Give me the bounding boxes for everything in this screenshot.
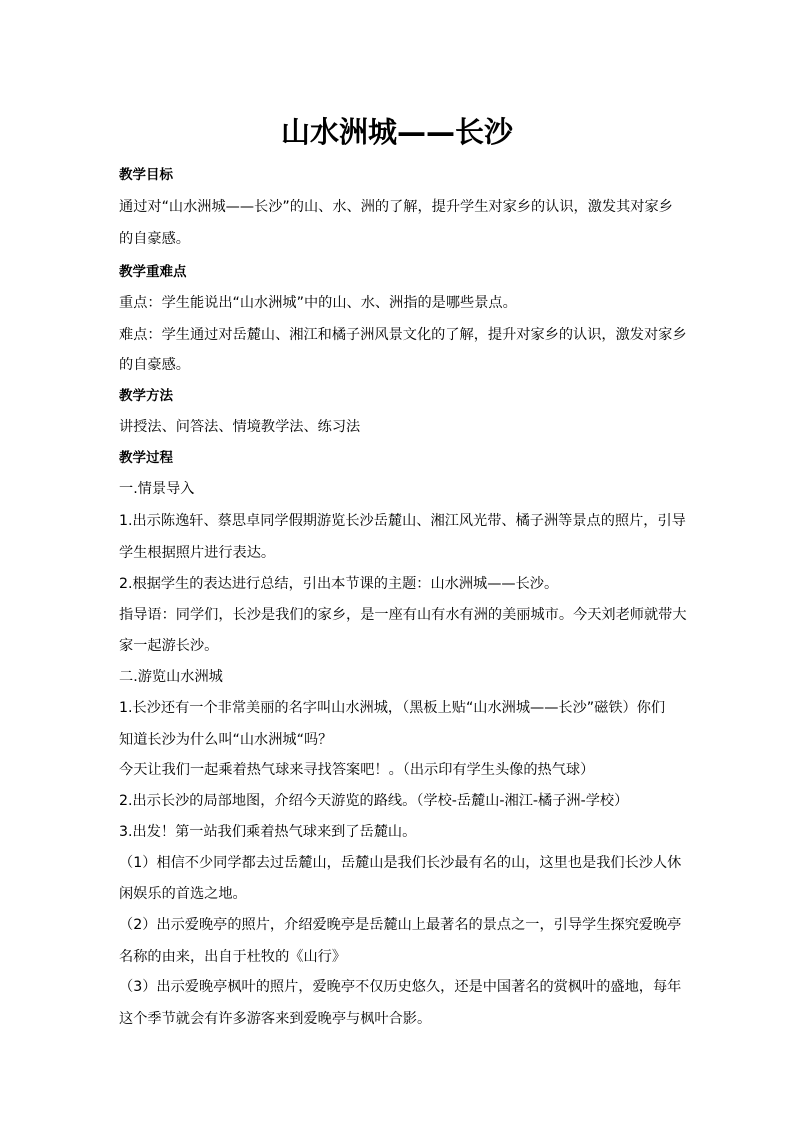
section-heading: 教学重难点 (119, 264, 187, 280)
paragraph-line: 这个季节就会有许多游客来到爱晚亭与枫叶合影。 (119, 1011, 432, 1027)
paragraph-line: 知道长沙为什么叫“山水洲城“吗？ (119, 732, 333, 748)
paragraph-line: 闲娱乐的首选之地。 (119, 886, 247, 902)
paragraph-line: 家一起游长沙。 (119, 638, 219, 654)
paragraph-line: 一.情景导入 (119, 481, 195, 497)
section-heading: 教学过程 (119, 450, 173, 466)
paragraph-line: （2）出示爱晚亭的照片，介绍爱晚亭是岳麓山上最著名的景点之一，引导学生探究爱晚亭 (119, 917, 682, 933)
paragraph-line: 3.出发！第一站我们乘着热气球来到了岳麓山。 (119, 824, 417, 840)
paragraph-line: 难点：学生通过对岳麓山、湘江和橘子洲风景文化的了解，提升对家乡的认识，激发对家乡 (119, 327, 687, 343)
paragraph-line: 的自豪感。 (119, 357, 190, 373)
page-title: 山水洲城——长沙 (280, 115, 513, 149)
paragraph-line: 2.根据学生的表达进行总结，引出本节课的主题：山水洲城——长沙。 (119, 576, 559, 592)
paragraph-line: 1.出示陈逸轩、蔡思卓同学假期游览长沙岳麓山、湘江风光带、橘子洲等景点的照片，引导 (119, 513, 686, 529)
paragraph-line: 名称的由来，出自于杜牧的《山行》 (119, 949, 347, 965)
paragraph-line: 通过对“山水洲城——长沙”的山、水、洲的了解，提升学生对家乡的认识，激发其对家乡 (119, 199, 673, 215)
paragraph-line: （1）相信不少同学都去过岳麓山，岳麓山是我们长沙最有名的山，这里也是我们长沙人休 (119, 855, 682, 871)
paragraph-line: 讲授法、问答法、情境教学法、练习法 (119, 419, 361, 435)
paragraph-line: 今天让我们一起乘着热气球来寻找答案吧！。（出示印有学生头像的热气球） (119, 762, 595, 778)
paragraph-line: 1.长沙还有一个非常美丽的名字叫山水洲城，（黑板上贴“山水洲城——长沙”磁铁）你们 (119, 700, 666, 716)
section-heading: 教学目标 (119, 167, 173, 183)
paragraph-line: 学生根据照片进行表达。 (119, 545, 276, 561)
paragraph-line: 的自豪感。 (119, 231, 190, 247)
paragraph-line: 重点：学生能说出“山水洲城”中的山、水、洲指的是哪些景点。 (119, 295, 517, 311)
paragraph-line: 二.游览山水洲城 (119, 669, 223, 685)
paragraph-line: （3）出示爱晚亭枫叶的照片，爱晚亭不仅历史悠久，还是中国著名的赏枫叶的盛地，每年 (119, 979, 682, 995)
section-heading: 教学方法 (119, 388, 173, 404)
paragraph-line: 指导语：同学们，长沙是我们的家乡，是一座有山有水有洲的美丽城市。今天刘老师就带大 (119, 607, 687, 623)
paragraph-line: 2.出示长沙的局部地图，介绍今天游览的路线。（学校-岳麓山-湘江-橘子洲-学校） (119, 793, 629, 809)
